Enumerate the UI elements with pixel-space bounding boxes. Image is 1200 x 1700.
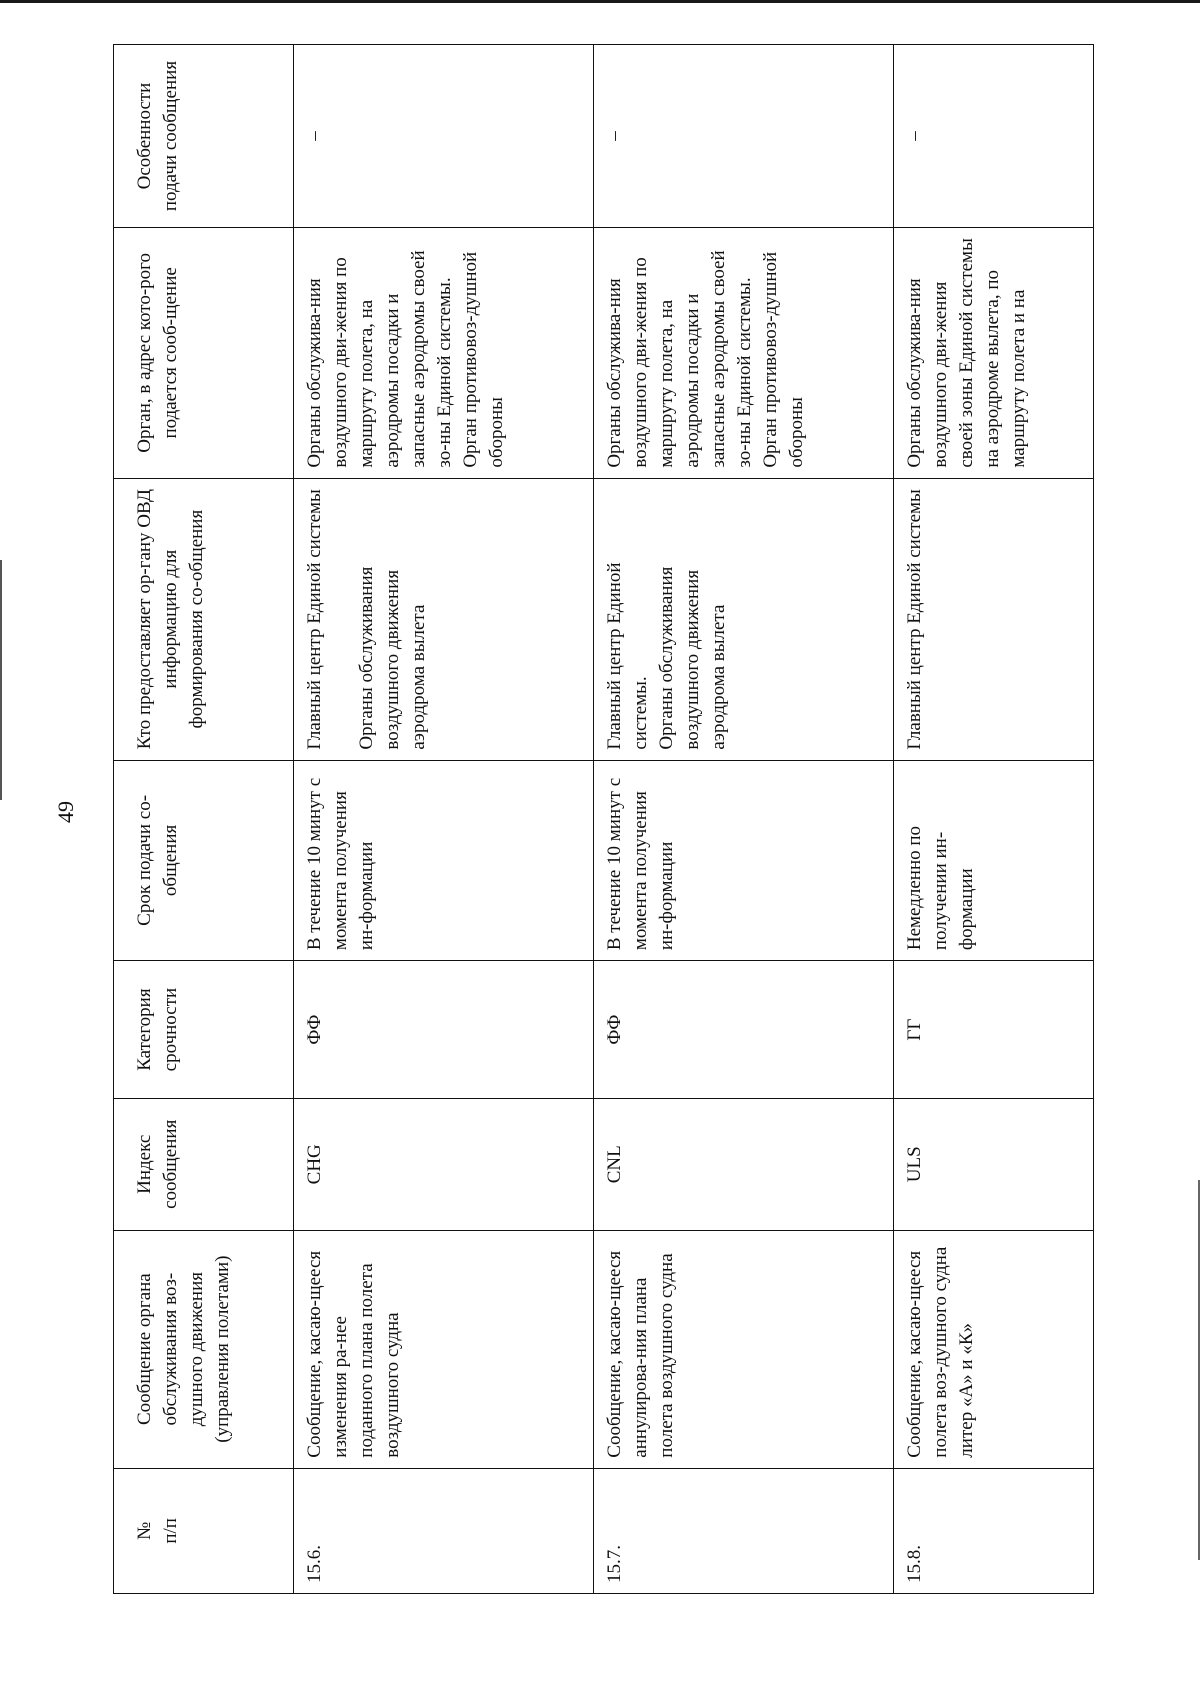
page-number: 49 xyxy=(53,801,78,823)
row-notes: – xyxy=(294,45,594,228)
row-deadline: В течение 10 минут с момента получения ин-формации xyxy=(594,760,894,961)
table-row xyxy=(294,45,594,1594)
row-index: ULS xyxy=(894,1099,1094,1231)
row-message: Сообщение, касаю-щееся полета воз-душного судна литер «А» и «К» xyxy=(894,1230,1094,1468)
row-recipient: Органы обслужива-ния воздушного дви-жения по маршруту полета, на аэродромы посадки и запасные аэродромы своей зо-ны Единой системы. Орган противовоз-душной обороны xyxy=(594,228,894,479)
row-number: 15.7. xyxy=(594,1468,894,1593)
row-category: ФФ xyxy=(294,961,594,1099)
row-recipient: Органы обслужива-ния воздушного дви-жения своей зоны Единой системы на аэродроме вылета, по маршруту полета и на xyxy=(894,228,1094,479)
row-deadline: Немедленно по получении ин-формации xyxy=(894,760,1094,961)
header-notes: Особенности подачи сообщения xyxy=(114,45,294,228)
header-message: Сообщение органа обслуживания воз-душного движения (управления полетами) xyxy=(114,1230,294,1468)
header-deadline: Срок подачи со-общения xyxy=(114,760,294,961)
row-provider: Главный центр Единой системы xyxy=(894,478,1094,760)
header-provider: Кто предоставляет ор-гану ОВД информацию для формирования со-общения xyxy=(114,478,294,760)
messages-table xyxy=(113,44,1094,1594)
row-category: ФФ xyxy=(594,961,894,1099)
scan-left-edge xyxy=(0,560,2,800)
row-message: Сообщение, касаю-щееся аннулирова-ния плана полета воздушного судна xyxy=(594,1230,894,1468)
row-category: ГГ xyxy=(894,961,1094,1099)
table-row xyxy=(594,45,894,1594)
row-provider: Главный центр Единой системы Органы обслуживания воздушного движения аэродрома вылета xyxy=(294,478,594,760)
row-deadline: В течение 10 минут с момента получения ин-формации xyxy=(294,760,594,961)
row-recipient: Органы обслужива-ния воздушного дви-жения по маршруту полета, на аэродромы посадки и запасные аэродромы своей зо-ны Единой системы. Орган противовоз-душной обороны xyxy=(294,228,594,479)
row-index: CNL xyxy=(594,1099,894,1231)
row-provider: Главный центр Единой системы. Органы обслуживания воздушного движения аэродрома вылета xyxy=(594,478,894,760)
rotated-table-wrapper xyxy=(113,44,1093,1594)
row-notes: – xyxy=(594,45,894,228)
row-notes: – xyxy=(894,45,1094,228)
header-index: Индекс сообщения xyxy=(114,1099,294,1231)
header-recipient: Орган, в адрес кото-рого подается сооб-щение xyxy=(114,228,294,479)
scan-top-edge xyxy=(0,0,1200,3)
row-message: Сообщение, касаю-щееся изменения ра-нее поданного плана полета воздушного судна xyxy=(294,1230,594,1468)
table-row xyxy=(894,45,1094,1594)
header-category: Категория срочности xyxy=(114,961,294,1099)
header-num: № п/п xyxy=(114,1468,294,1593)
row-number: 15.8. xyxy=(894,1468,1094,1593)
row-index: CHG xyxy=(294,1099,594,1231)
row-number: 15.6. xyxy=(294,1468,594,1593)
header-row xyxy=(114,45,294,1594)
